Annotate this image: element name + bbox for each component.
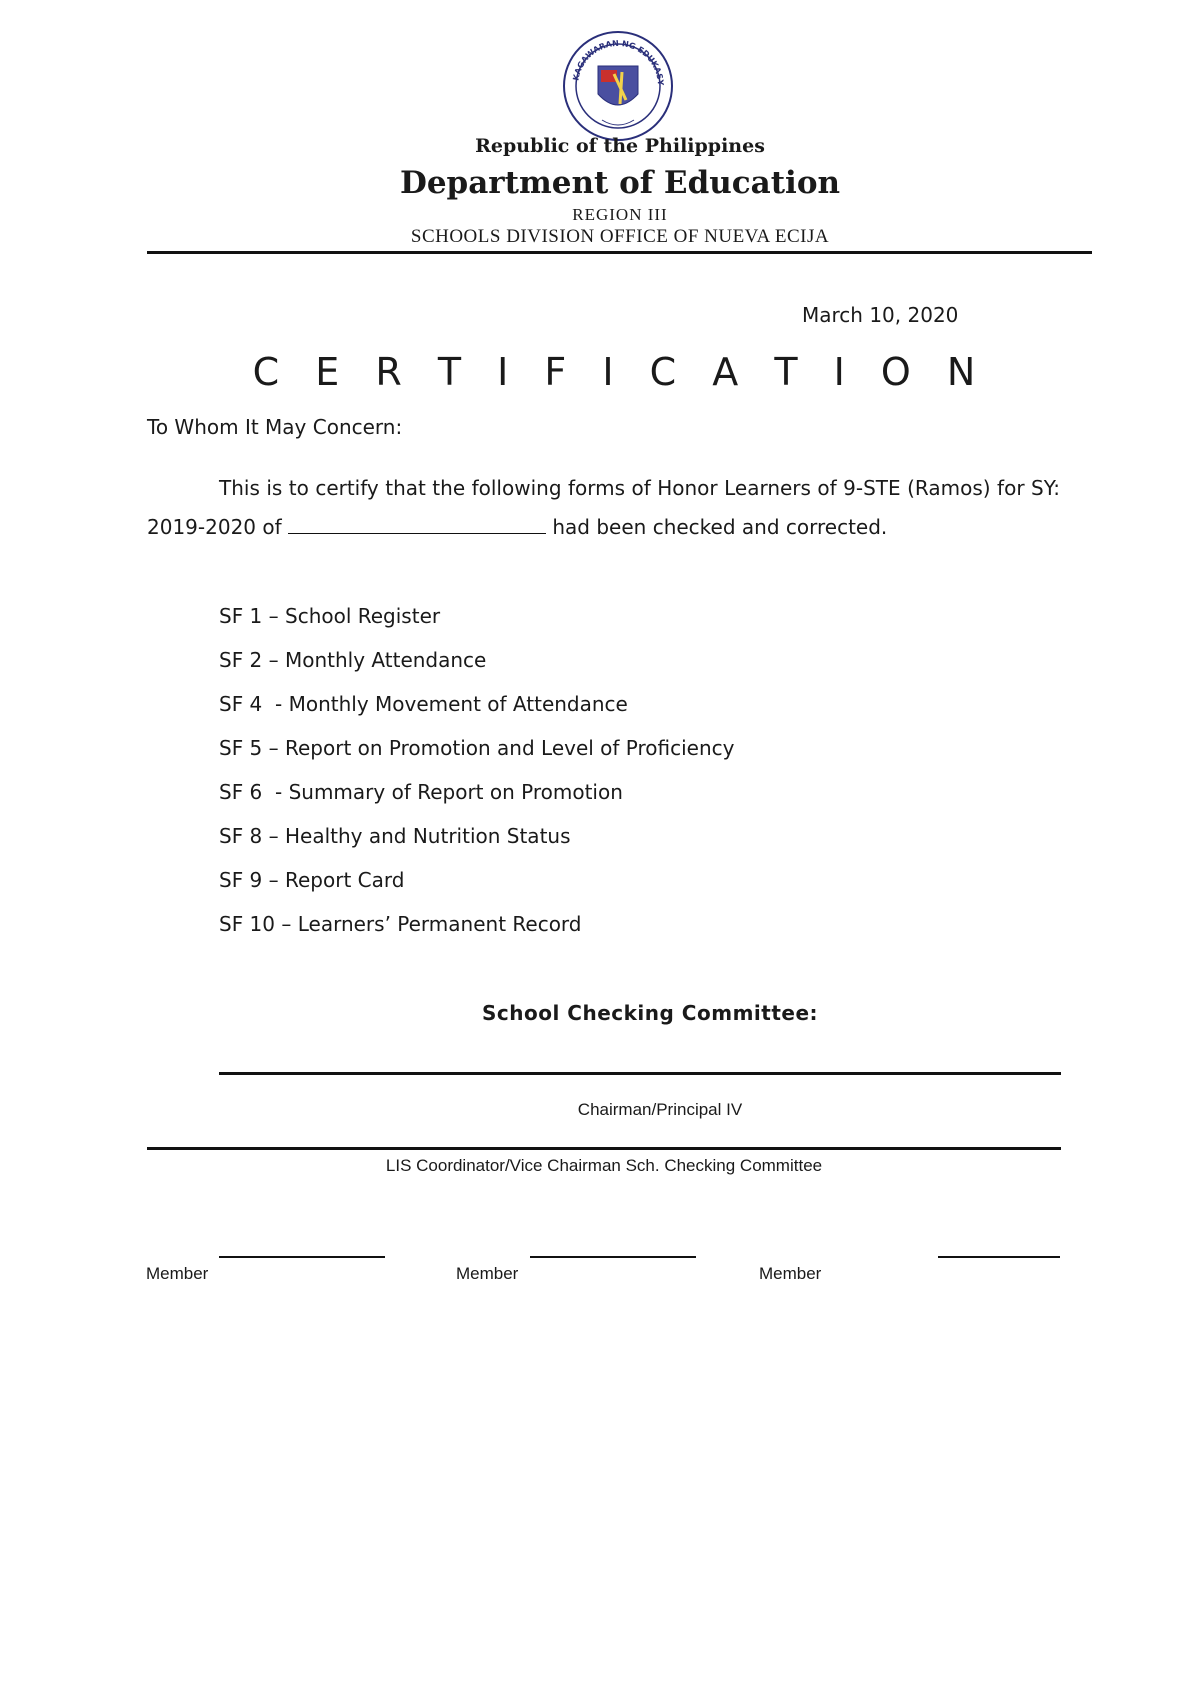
list-item: SF 10 – Learners’ Permanent Record [219, 912, 582, 936]
member-label: Member [759, 1264, 822, 1283]
department-heading: Department of Education [399, 165, 841, 201]
chairman-label: Chairman/Principal IV [577, 1100, 743, 1119]
member-label: Member [146, 1264, 209, 1283]
document-date: March 10, 2020 [802, 303, 959, 327]
list-item: SF 1 – School Register [219, 604, 441, 628]
list-item: SF 6 - Summary of Report on Promotion [219, 780, 623, 804]
region-heading: REGION III [572, 205, 668, 224]
svg-text:KAGAWARAN NG EDUKASYON: KAGAWARAN NG EDUKASY [571, 38, 666, 86]
school-forms-list [219, 600, 735, 952]
member-signature-line [530, 1256, 696, 1258]
list-item: SF 5 – Report on Promotion and Level of Proficiency [219, 736, 735, 760]
document-title: C E R T I F I C A T I O N [252, 350, 988, 394]
paragraph-text-start: This is to certify that the following forms of Honor Learners of 9-STE (Ramos) for SY: 2019-2020 of [147, 476, 1060, 539]
certification-paragraph [147, 469, 1060, 547]
paragraph-text-end: had been checked and corrected. [546, 515, 888, 539]
member-signature-line [938, 1256, 1060, 1258]
member-label: Member [456, 1264, 519, 1283]
chairman-signature-line [219, 1072, 1061, 1075]
committee-title: School Checking Committee: [482, 1001, 819, 1025]
header-divider [147, 251, 1092, 254]
member-signature-line [219, 1256, 385, 1258]
vice-chairman-signature-line [147, 1147, 1061, 1150]
list-item: SF 9 – Report Card [219, 868, 405, 892]
school-name-blank[interactable] [288, 513, 546, 534]
deped-seal [562, 30, 674, 142]
republic-heading: Republic of the Philippines [475, 135, 765, 157]
list-item: SF 8 – Healthy and Nutrition Status [219, 824, 571, 848]
salutation: To Whom It May Concern: [147, 415, 403, 439]
list-item: SF 4 - Monthly Movement of Attendance [219, 692, 628, 716]
division-heading: SCHOOLS DIVISION OFFICE OF NUEVA ECIJA [410, 226, 830, 247]
list-item: SF 2 – Monthly Attendance [219, 648, 487, 672]
vice-chairman-label: LIS Coordinator/Vice Chairman Sch. Checking Committee [385, 1156, 823, 1175]
